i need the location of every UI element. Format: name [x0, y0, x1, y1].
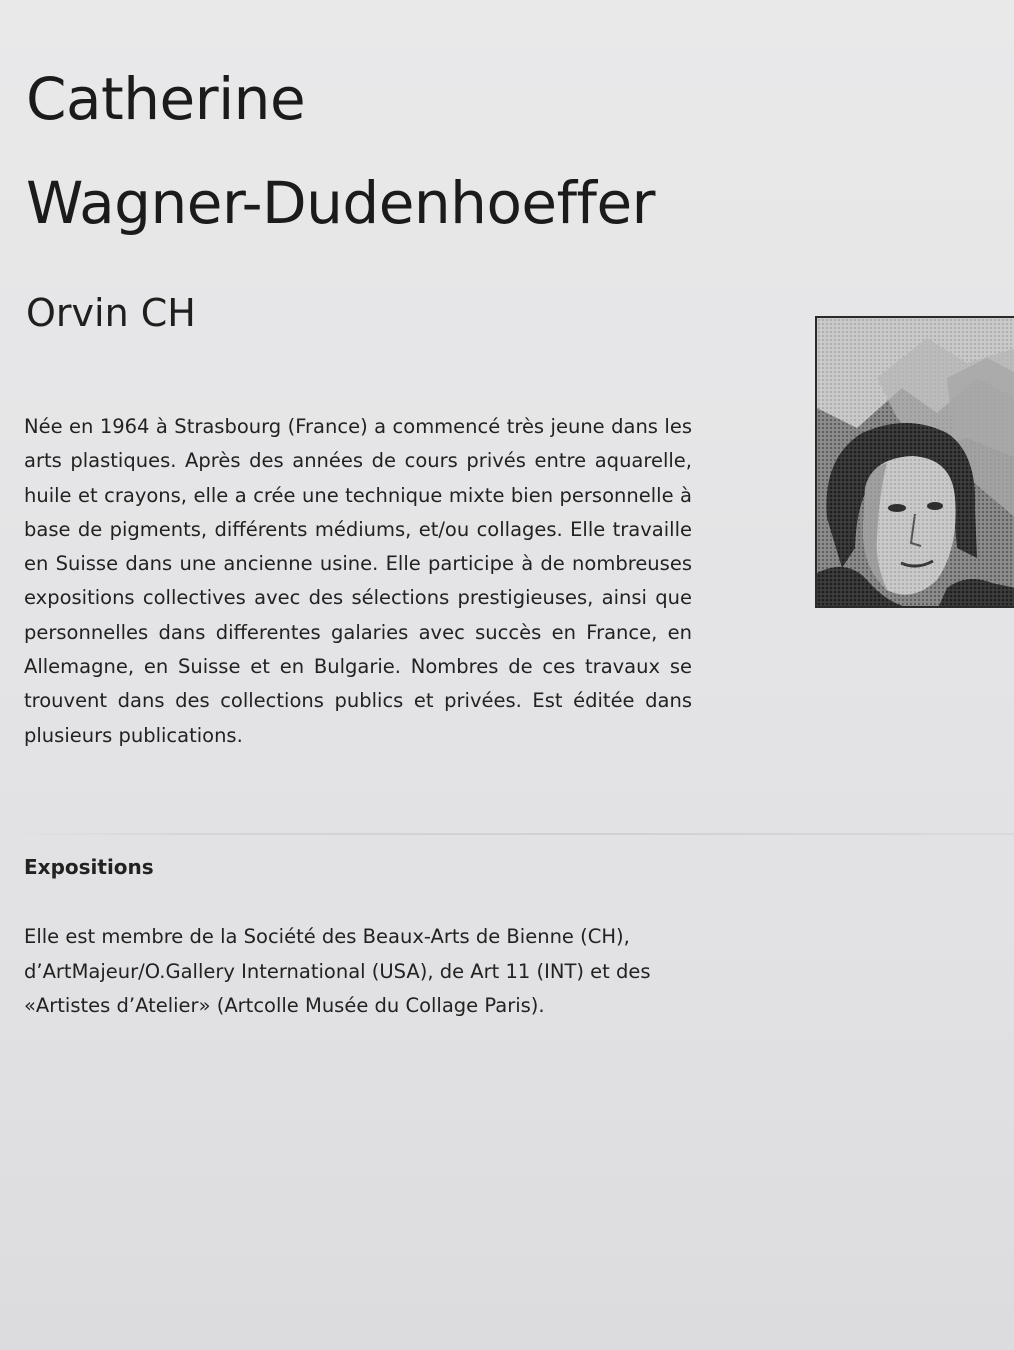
- artist-location: Orvin CH: [26, 291, 196, 335]
- expositions-heading: Expositions: [24, 855, 154, 879]
- artist-name-first: Catherine: [26, 65, 306, 133]
- paper-fold-line: [0, 833, 1014, 835]
- biography-paragraph: Née en 1964 à Strasbourg (France) a commencé très jeune dans les arts plastiques. Après des années de cours privés entre aquarelle, huile et crayons, elle a crée une technique mixte bien personnelle à base de pigments, différents médiums, et/ou collages. Elle travaille en Suisse dans une ancienne usine. Elle participe à de nombreuses expositions collectives avec des sélections prestigieuses, ainsi que personnelles dans differentes galaries avec succès en France, en Allemagne, en Suisse et en Bulgarie. Nombres de ces travaux se trouvent dans des collections publics et privées. Est éditée dans plusieurs publications.: [24, 415, 692, 747]
- expositions-paragraph: Elle est membre de la Société des Beaux-Arts de Bienne (CH), d’ArtMajeur/O.Gallery International (USA), de Art 11 (INT) et des «Artistes d’Atelier» (Artcolle Musée du Collage Paris).: [24, 925, 651, 1017]
- artist-name-last: Wagner-Dudenhoeffer: [26, 169, 655, 237]
- portrait-image: [817, 318, 1014, 608]
- portrait-photo: [815, 316, 1014, 608]
